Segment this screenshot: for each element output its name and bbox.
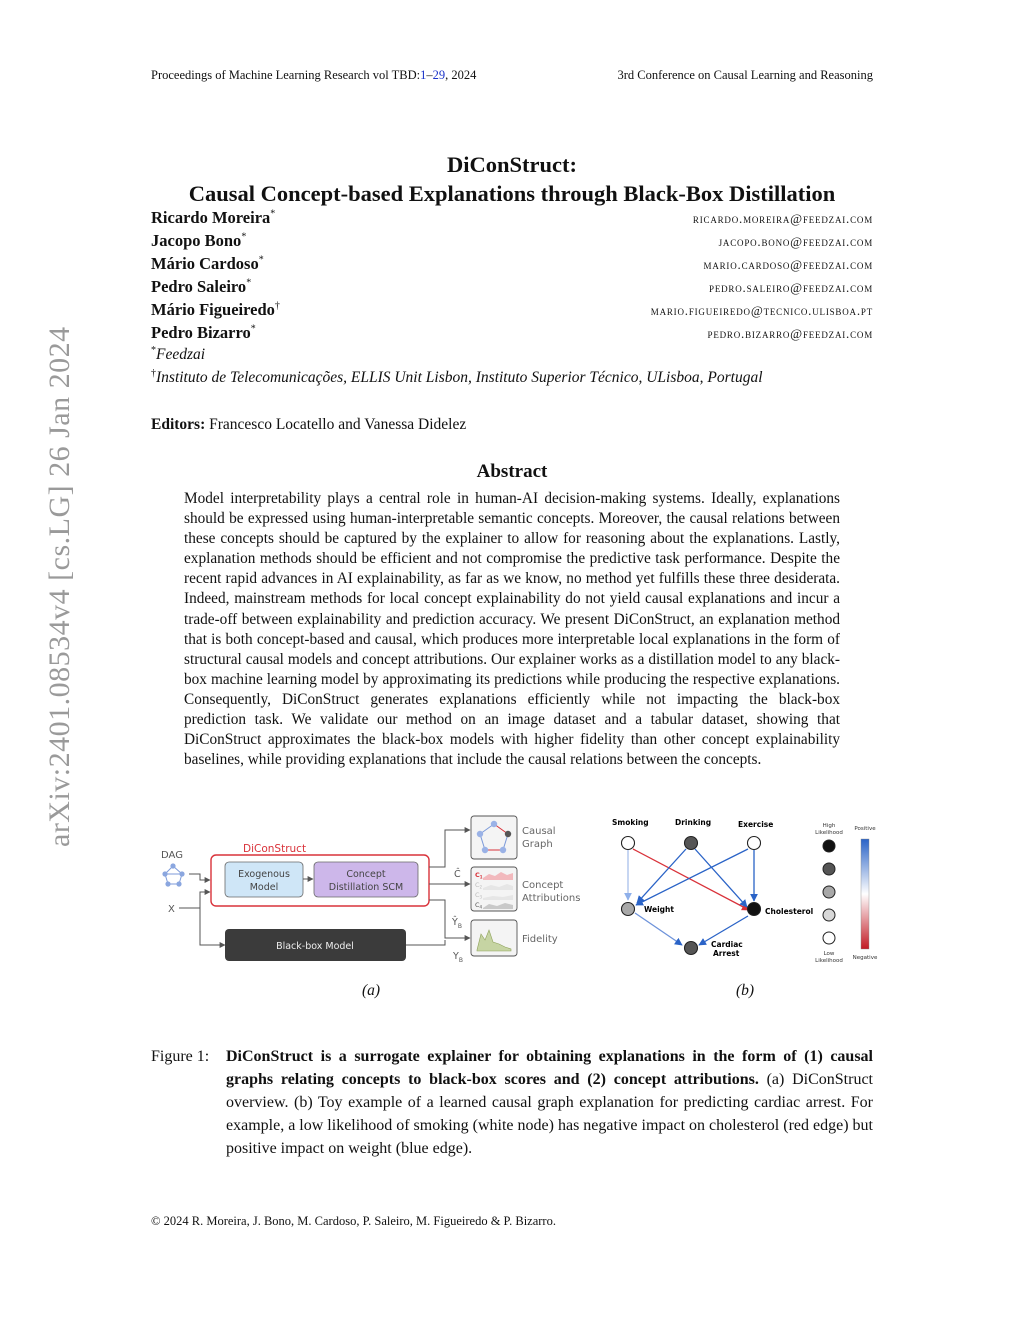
arxiv-stamp: arXiv:2401.08534v4 [cs.LG] 26 Jan 2024 bbox=[43, 326, 76, 847]
header-year: , 2024 bbox=[445, 68, 477, 82]
author-name: Pedro Saleiro* bbox=[151, 277, 252, 296]
author-email[interactable]: pedro.saleiro@feedzai.com bbox=[709, 280, 873, 295]
edge-smoking-cholesterol bbox=[633, 849, 749, 910]
author-row bbox=[151, 323, 873, 346]
y-b-label: $Y_B$ bbox=[453, 951, 463, 964]
figure-b-label: (b) bbox=[736, 982, 755, 999]
copyright-line: © 2024 R. Moreira, J. Bono, M. Cardoso, P. Saleiro, M. Figueiredo & P. Bizarro. bbox=[151, 1214, 556, 1228]
running-header-right: 3rd Conference on Causal Learning and Reasoning bbox=[617, 68, 873, 82]
weight-label: Weight bbox=[644, 905, 674, 914]
author-name: Mário Figueiredo† bbox=[151, 300, 280, 319]
exogenous-label-1: Exogenous bbox=[238, 869, 290, 880]
blackbox-label: Black-box Model bbox=[276, 941, 354, 952]
impact-colorbar bbox=[861, 839, 869, 949]
author-row bbox=[151, 254, 873, 277]
attr-label-1: Concept bbox=[522, 880, 564, 891]
paper-title bbox=[151, 150, 873, 208]
figure-b-causal-graph bbox=[607, 815, 887, 970]
dag-mini-graph-icon bbox=[162, 863, 184, 886]
title-line-2: Causal Concept-based Explanations through Black-Box Distillation bbox=[188, 181, 836, 206]
attr-c3: $C_3$ bbox=[475, 891, 483, 900]
node-cholesterol bbox=[748, 903, 761, 916]
running-header-left bbox=[151, 68, 476, 83]
node-cardiac-arrest bbox=[685, 942, 698, 955]
author-row bbox=[151, 300, 873, 323]
concept-label-1: Concept bbox=[346, 869, 386, 880]
editors-line: Editors: Francesco Locatello and Vanessa Didelez bbox=[151, 416, 467, 433]
legend-node-3 bbox=[823, 886, 835, 898]
author-row bbox=[151, 208, 873, 231]
author-email[interactable]: jacopo.bono@feedzai.com bbox=[718, 234, 873, 249]
drinking-label: Drinking bbox=[675, 818, 712, 827]
node-exercise bbox=[748, 837, 761, 850]
fidelity-label: Fidelity bbox=[522, 934, 558, 945]
causal-label-1: Causal bbox=[522, 826, 556, 837]
cardiac-label-2: Arrest bbox=[713, 949, 740, 958]
author-email[interactable]: pedro.bizarro@feedzai.com bbox=[707, 326, 873, 341]
positive-label: Positive bbox=[854, 826, 876, 832]
legend-node-1 bbox=[823, 840, 835, 852]
author-email[interactable]: ricardo.moreira@feedzai.com bbox=[692, 211, 873, 226]
causal-label-2: Graph bbox=[522, 839, 553, 850]
caption-number: Figure 1: bbox=[151, 1048, 210, 1065]
author-name: Ricardo Moreira* bbox=[151, 208, 276, 227]
affiliation-ist: †Instituto de Telecomunicações, ELLIS Unit Lisbon, Instituto Superior Técnico, ULisboa, Portugal bbox=[151, 368, 763, 387]
attr-c4: $C_4$ bbox=[475, 901, 483, 910]
exogenous-label-2: Model bbox=[249, 882, 279, 893]
edge-drinking-cholesterol bbox=[695, 849, 747, 907]
low-likelihood-2: Likelihood bbox=[815, 958, 843, 964]
negative-label: Negative bbox=[852, 955, 878, 961]
author-name: Pedro Bizarro* bbox=[151, 323, 256, 342]
figure-a-label: (a) bbox=[362, 982, 381, 999]
diconstruct-label: DiConStruct bbox=[243, 843, 307, 855]
author-name: Mário Cardoso* bbox=[151, 254, 264, 273]
abstract-heading: Abstract bbox=[476, 461, 548, 482]
smoking-label: Smoking bbox=[612, 818, 649, 827]
c-hat-label: Ĉ bbox=[454, 869, 461, 880]
node-weight bbox=[622, 903, 635, 916]
cardiac-label-1: Cardiac bbox=[711, 940, 743, 949]
page-range-start-link[interactable]: 1 bbox=[420, 68, 427, 82]
author-email[interactable]: mario.cardoso@feedzai.com bbox=[703, 257, 873, 272]
author-row bbox=[151, 277, 873, 300]
author-name: Jacopo Bono* bbox=[151, 231, 247, 250]
x-label: X bbox=[168, 904, 175, 915]
attr-label-2: Attributions bbox=[522, 893, 581, 904]
author-email[interactable]: mario.figueiredo@tecnico.ulisboa.pt bbox=[650, 303, 873, 318]
caption-text: DiConStruct is a surrogate explainer for obtaining explanations in the form of (1) causal graphs relating concepts to black-box scores and (2) concept attributions. (a) DiConStruct overview. (b) Toy example of a learned causal graph explanation for predicting cardiac arrest. For example, a low likelihood of smoking (white node) has negative impact on cholesterol (red edge) but positive impact on weight (blue edge). bbox=[226, 1048, 873, 1157]
edge-exercise-weight bbox=[636, 849, 748, 905]
figure-a-overview bbox=[155, 812, 595, 972]
title-line-1: DiConStruct: bbox=[447, 152, 577, 177]
node-smoking bbox=[622, 837, 635, 850]
low-likelihood-1: Low bbox=[823, 951, 835, 957]
dag-label: DAG bbox=[161, 850, 183, 861]
legend-node-4 bbox=[823, 909, 835, 921]
affiliation-feedzai: *Feedzai bbox=[151, 345, 206, 364]
figure-caption bbox=[151, 1045, 873, 1160]
header-venue: Proceedings of Machine Learning Research vol TBD: bbox=[151, 68, 421, 82]
legend-node-2 bbox=[823, 863, 835, 875]
attr-c1: $C_1$ bbox=[475, 871, 483, 880]
abstract-text: Model interpretability plays a central role in human-AI decision-making systems. Ideally, explanations should be expressed using human-interpretable semantic concepts. Moreover, the causal relations between these concepts should be captured by the explainer to allow for reasoning about the explanations. Lastly, explanation methods should be efficient and not compromise the predictive task performance. Despite the recent rapid advances in AI explainability, as far as we know, no method yet fulfills these three desiderata. Indeed, mainstream methods for local concept explainability do not yield causal explanations and incur a trade-off between explainability and prediction accuracy. We present DiConStruct, an explanation method that is both concept-based and causal, which produces more interpretable local explanations in the form of structural causal models and concept attributions. Our explainer works as a distillation model to any black-box machine learning model by approximating its predictions while producing the respective explanations. Consequently, DiConStruct generates explanations efficiently while not impacting the black-box prediction task. We validate our method on an image dataset and a tabular dataset, showing that DiConStruct approximates the black-box models with higher fidelity than other concept explainability baselines, while providing explanations that include the causal relations between the concepts. bbox=[184, 490, 840, 769]
page-range-separator: – bbox=[426, 68, 433, 82]
node-drinking bbox=[685, 837, 698, 850]
cholesterol-label: Cholesterol bbox=[765, 907, 814, 916]
high-likelihood-1: High bbox=[822, 823, 836, 829]
edge-drinking-weight bbox=[637, 849, 686, 903]
legend-node-5 bbox=[823, 932, 835, 944]
concept-label-2: Distillation SCM bbox=[328, 882, 404, 893]
attr-c2: $C_2$ bbox=[475, 881, 483, 890]
edge-weight-cardiac bbox=[635, 913, 682, 945]
y-hat-label: $Ŷ_B$ bbox=[452, 917, 462, 930]
exercise-label: Exercise bbox=[738, 820, 774, 829]
high-likelihood-2: Likelihood bbox=[815, 830, 843, 836]
author-row bbox=[151, 231, 873, 254]
page-range-end-link[interactable]: 29 bbox=[432, 68, 446, 82]
